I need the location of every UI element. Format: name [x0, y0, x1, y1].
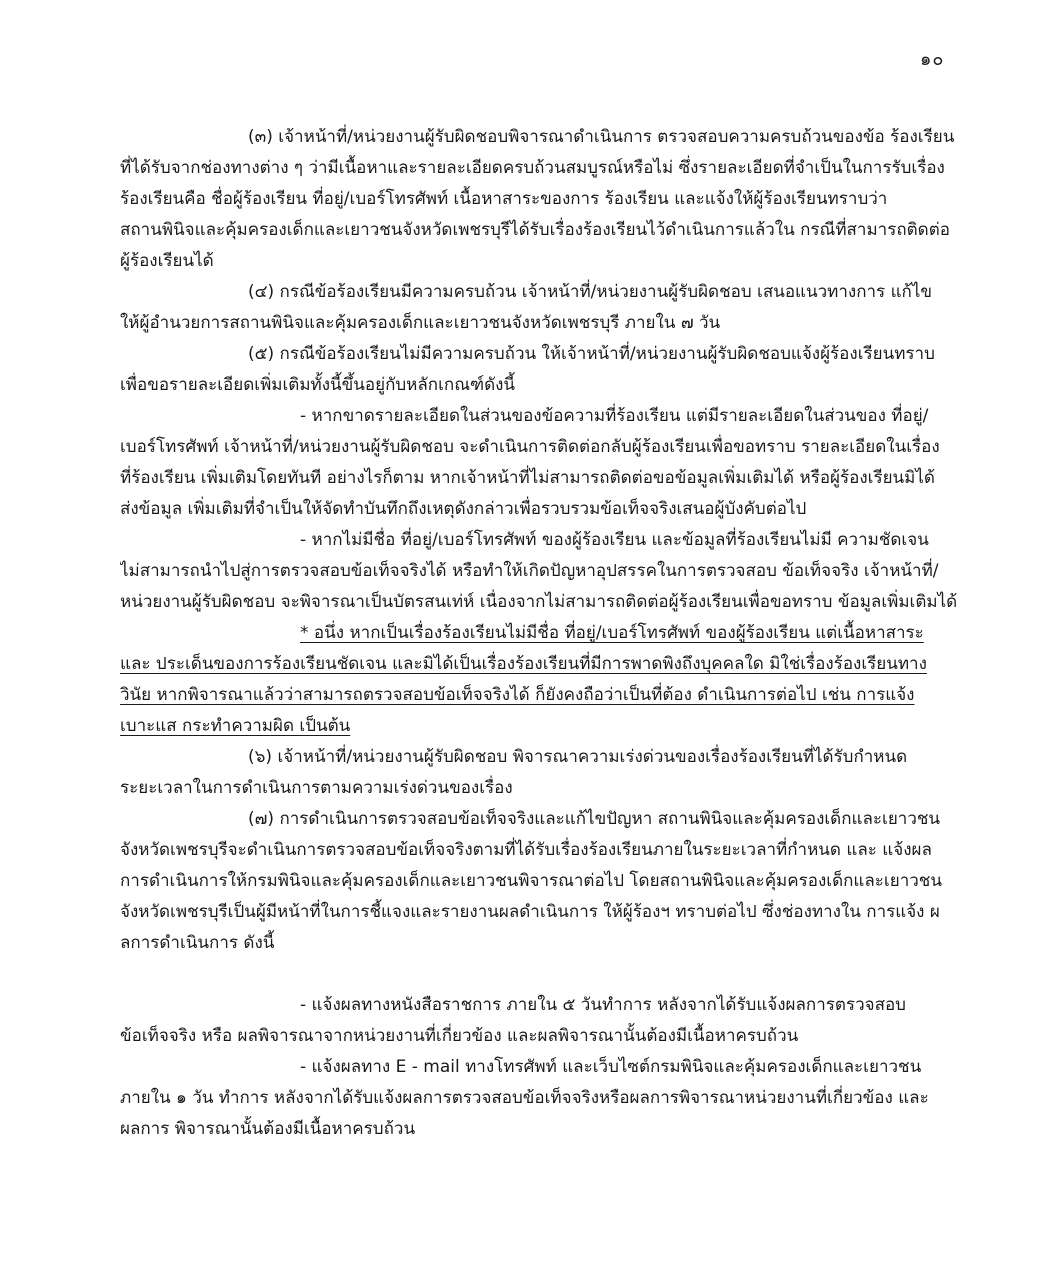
- text-line: การดำเนินการให้กรมพินิจและคุ้มครองเด็กและเยาวชนพิจารณาต่อไป โดยสถานพินิจและคุ้มครองเด็กและเยาวชน: [120, 871, 942, 891]
- text-line: (๗) การดำเนินการตรวจสอบข้อเท็จจริงและแก้ไขปัญหา สถานพินิจและคุ้มครองเด็กและเยาวชน: [248, 809, 941, 829]
- text-line: (๔) กรณีข้อร้องเรียนมีความครบถ้วน เจ้าหน้าที่/หน่วยงานผู้รับผิดชอบ เสนอแนวทางการ แก้ไข: [248, 282, 933, 302]
- text-line: ภายใน ๑ วัน ทำการ หลังจากได้รับแจ้งผลการตรวจสอบข้อเท็จจริงหรือผลการพิจารณาหน่วยงานที่เกี่ยวข้อง และ: [120, 1088, 929, 1108]
- text-line: ไม่สามารถนำไปสู่การตรวจสอบข้อเท็จจริงได้ หรือทำให้เกิดปัญหาอุปสรรคในการตรวจสอบ ข้อเท็จจริง เจ้าหน้าที่/: [120, 561, 939, 581]
- text-line: ส่งข้อมูล เพิ่มเติมที่จำเป็นให้จัดทำบันทึกถึงเหตุดังกล่าวเพื่อรวบรวมข้อเท็จจริงเสนอผู้บังคับต่อไป: [120, 499, 807, 519]
- text-line: ที่ร้องเรียน เพิ่มเติมโดยทันที อย่างไรก็ตาม หากเจ้าหน้าที่ไม่สามารถติดต่อขอข้อมูลเพิ่มเติมได้ หรือผู้ร้องเรียนมิได้: [120, 468, 935, 488]
- underlined-note: วินัย หากพิจารณาแล้วว่าสามารถตรวจสอบข้อเท็จจริงได้ ก็ยังคงถือว่าเป็นที่ต้อง ดำเนินการต่อไป เช่น การแจ้ง: [120, 685, 915, 705]
- underlined-note: * อนึ่ง หากเป็นเรื่องร้องเรียนไม่มีชื่อ ที่อยู่/เบอร์โทรศัพท์ ของผู้ร้องเรียน แต่เนื้อหาสาระ: [300, 623, 924, 643]
- text-line: ข้อเท็จจริง หรือ ผลพิจารณาจากหน่วยงานที่เกี่ยวข้อง และผลพิจารณานั้นต้องมีเนื้อหาครบถ้วน: [120, 1026, 799, 1046]
- text-line: - แจ้งผลทางหนังสือราชการ ภายใน ๕ วันทำการ หลังจากได้รับแจ้งผลการตรวจสอบ: [300, 995, 906, 1015]
- page-number: ๑๐: [920, 49, 945, 70]
- text-line: ลการดำเนินการ ดังนี้: [120, 933, 275, 953]
- underlined-note: เบาะแส กระทำความผิด เป็นต้น: [120, 716, 351, 736]
- text-line: ผู้ร้องเรียนได้: [120, 251, 214, 271]
- text-line: เบอร์โทรศัพท์ เจ้าหน้าที่/หน่วยงานผู้รับผิดชอบ จะดำเนินการติดต่อกลับผู้ร้องเรียนเพื่อขอทราบ รายละเอียดในเรื่อง: [120, 437, 940, 457]
- text-line: (๖) เจ้าหน้าที่/หน่วยงานผู้รับผิดชอบ พิจารณาความเร่งด่วนของเรื่องร้องเรียนที่ได้รับกำหนด: [248, 747, 908, 767]
- text-line: - หากไม่มีชื่อ ที่อยู่/เบอร์โทรศัพท์ ของผู้ร้องเรียน และข้อมูลที่ร้องเรียนไม่มี ความชัดเจน: [300, 530, 929, 550]
- text-line: ระยะเวลาในการดำเนินการตามความเร่งด่วนของเรื่อง: [120, 778, 513, 798]
- text-line: (๓) เจ้าหน้าที่/หน่วยงานผู้รับผิดชอบพิจารณาดำเนินการ ตรวจสอบความครบถ้วนของข้อ ร้องเรียน: [248, 127, 955, 147]
- text-line: - แจ้งผลทาง E - mail ทางโทรศัพท์ และเว็บไซต์กรมพินิจและคุ้มครองเด็กและเยาวชน: [300, 1057, 922, 1077]
- text-line: - หากขาดรายละเอียดในส่วนของข้อความที่ร้องเรียน แต่มีรายละเอียดในส่วนของ ที่อยู่/: [300, 406, 929, 426]
- text-line: ให้ผู้อำนวยการสถานพินิจและคุ้มครองเด็กและเยาวชนจังหวัดเพชรบุรี ภายใน ๗ วัน: [120, 313, 721, 333]
- text-line: [120, 649, 965, 680]
- underlined-note: และ ประเด็นของการร้องเรียนชัดเจน และมิได้เป็นเรื่องร้องเรียนที่มีการพาดพิงถึงบุคคลใด มิใช่เรื่องร้องเรียนทาง: [120, 654, 927, 674]
- text-line: ที่ได้รับจากช่องทางต่าง ๆ ว่ามีเนื้อหาและรายละเอียดครบถ้วนสมบูรณ์หรือไม่ ซึ่งรายละเอียดที่จำเป็นในการรับเรื่อง: [120, 158, 945, 178]
- text-line: หน่วยงานผู้รับผิดชอบ จะพิจารณาเป็นบัตรสนเท่ห์ เนื่องจากไม่สามารถติดต่อผู้ร้องเรียนเพื่อขอทราบ ข้อมูลเพิ่มเติมได้: [120, 592, 958, 612]
- text-line: [120, 711, 965, 742]
- text-line: (๕) กรณีข้อร้องเรียนไม่มีความครบถ้วน ให้เจ้าหน้าที่/หน่วยงานผู้รับผิดชอบแจ้งผู้ร้องเรียนทราบ: [248, 344, 935, 364]
- text-line: สถานพินิจและคุ้มครองเด็กและเยาวชนจังหวัดเพชรบุรีได้รับเรื่องร้องเรียนไว้ดำเนินการแล้วใน กรณีที่สามารถติดต่อ: [120, 220, 950, 240]
- document-body: [120, 122, 965, 1145]
- text-line: [120, 959, 965, 990]
- text-line: จังหวัดเพชรบุรีจะดำเนินการตรวจสอบข้อเท็จจริงตามที่ได้รับเรื่องร้องเรียนภายในระยะเวลาที่กำหนด และ แจ้งผล: [120, 840, 932, 860]
- text-line: [120, 618, 965, 649]
- text-line: ร้องเรียนคือ ชื่อผู้ร้องเรียน ที่อยู่/เบอร์โทรศัพท์ เนื้อหาสาระของการ ร้องเรียน และแจ้งให้ผู้ร้องเรียนทราบว่า: [120, 189, 888, 209]
- text-line: เพื่อขอรายละเอียดเพิ่มเติมทั้งนี้ขึ้นอยู่กับหลักเกณฑ์ดังนี้: [120, 375, 516, 395]
- text-line: จังหวัดเพชรบุรีเป็นผู้มีหน้าที่ในการชี้แจงและรายงานผลดำเนินการ ให้ผู้ร้องฯ ทราบต่อไป ซึ่งช่องทางใน การแจ้ง ผ: [120, 902, 940, 922]
- text-line: [120, 680, 965, 711]
- text-line: ผลการ พิจารณานั้นต้องมีเนื้อหาครบถ้วน: [120, 1119, 416, 1139]
